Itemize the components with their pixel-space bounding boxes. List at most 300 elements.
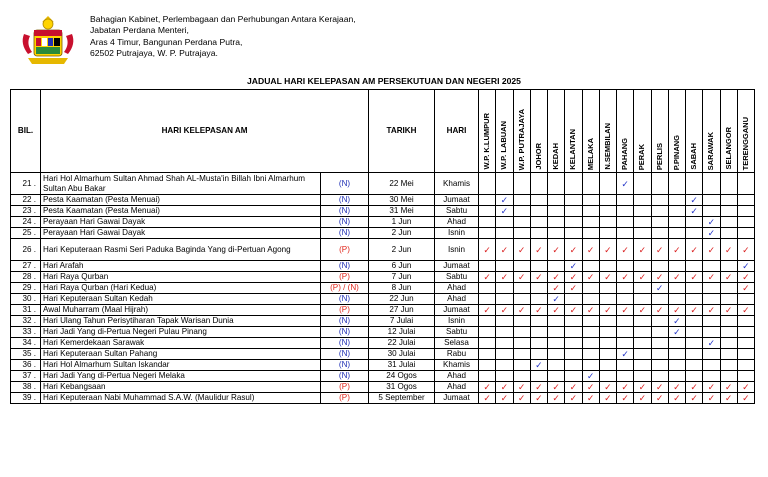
state-cell	[737, 360, 754, 371]
row-number: 27 .	[11, 261, 41, 272]
state-cell	[634, 327, 651, 338]
state-cell	[651, 173, 668, 195]
check-mark-icon: ✓	[737, 261, 754, 272]
check-mark-icon: ✓	[599, 382, 616, 393]
state-cell	[582, 316, 599, 327]
holiday-name: Hari Raya Qurban (Hari Kedua)	[41, 283, 321, 294]
state-cell	[703, 371, 720, 382]
check-mark-icon: ✓	[668, 327, 685, 338]
state-cell	[651, 294, 668, 305]
check-mark-icon: ✓	[617, 349, 634, 360]
state-cell	[565, 338, 582, 349]
table-row	[11, 305, 755, 316]
holiday-table	[10, 89, 755, 404]
table-row	[11, 239, 755, 261]
check-mark-icon: ✓	[530, 382, 547, 393]
check-mark-icon: ✓	[582, 239, 599, 261]
state-cell	[617, 206, 634, 217]
state-cell	[582, 217, 599, 228]
holiday-name: Hari Raya Qurban	[41, 272, 321, 283]
row-number: 36 .	[11, 360, 41, 371]
holiday-name: Hari Hol Almarhum Sultan Ahmad Shah AL-Musta'in Billah Ibni Almarhum Sultan Abu Bakar	[41, 173, 321, 195]
state-cell	[530, 217, 547, 228]
state-header: N.SEMBILAN	[599, 90, 616, 173]
check-mark-icon: ✓	[565, 382, 582, 393]
state-cell	[737, 173, 754, 195]
state-cell	[686, 360, 703, 371]
state-cell	[651, 360, 668, 371]
state-cell	[513, 371, 530, 382]
holiday-type-tag: (N)	[321, 327, 369, 338]
state-cell	[530, 294, 547, 305]
holiday-name: Perayaan Hari Gawai Dayak	[41, 228, 321, 239]
check-mark-icon: ✓	[703, 239, 720, 261]
check-mark-icon: ✓	[565, 305, 582, 316]
state-cell	[651, 195, 668, 206]
state-cell	[686, 261, 703, 272]
check-mark-icon: ✓	[617, 305, 634, 316]
table-row	[11, 393, 755, 404]
holiday-date: 31 Julai	[369, 360, 435, 371]
state-cell	[634, 349, 651, 360]
check-mark-icon: ✓	[737, 239, 754, 261]
check-mark-icon: ✓	[565, 272, 582, 283]
state-cell	[582, 327, 599, 338]
state-cell	[599, 195, 616, 206]
check-mark-icon: ✓	[634, 382, 651, 393]
state-cell	[686, 349, 703, 360]
check-mark-icon: ✓	[634, 272, 651, 283]
state-cell	[565, 360, 582, 371]
state-header: W.P. PUTRAJAYA	[513, 90, 530, 173]
check-mark-icon: ✓	[513, 393, 530, 404]
state-cell	[737, 327, 754, 338]
document-title: JADUAL HARI KELEPASAN AM PERSEKUTUAN DAN NEGERI 2025	[247, 76, 521, 86]
state-cell	[479, 173, 496, 195]
state-cell	[513, 338, 530, 349]
holiday-date: 5 September	[369, 393, 435, 404]
state-cell	[565, 228, 582, 239]
check-mark-icon: ✓	[720, 272, 737, 283]
state-cell	[599, 316, 616, 327]
state-cell	[513, 261, 530, 272]
state-cell	[617, 195, 634, 206]
check-mark-icon: ✓	[479, 382, 496, 393]
holiday-day: Ahad	[435, 371, 479, 382]
row-number: 28 .	[11, 272, 41, 283]
state-cell	[599, 283, 616, 294]
state-cell	[548, 316, 565, 327]
table-row	[11, 173, 755, 195]
holiday-name: Hari Jadi Yang di-Pertua Negeri Melaka	[41, 371, 321, 382]
check-mark-icon: ✓	[720, 393, 737, 404]
check-mark-icon: ✓	[548, 283, 565, 294]
holiday-day: Ahad	[435, 294, 479, 305]
check-mark-icon: ✓	[668, 316, 685, 327]
check-mark-icon: ✓	[703, 228, 720, 239]
holiday-type-tag: (P)	[321, 393, 369, 404]
check-mark-icon: ✓	[737, 272, 754, 283]
state-cell	[720, 206, 737, 217]
column-header-bil: BIL.	[11, 90, 41, 173]
state-cell	[479, 261, 496, 272]
check-mark-icon: ✓	[703, 217, 720, 228]
state-cell	[496, 283, 513, 294]
check-mark-icon: ✓	[651, 393, 668, 404]
table-body	[11, 173, 755, 404]
table-row	[11, 316, 755, 327]
check-mark-icon: ✓	[599, 393, 616, 404]
state-cell	[720, 327, 737, 338]
state-cell	[479, 327, 496, 338]
state-cell	[582, 261, 599, 272]
state-cell	[617, 217, 634, 228]
row-number: 38 .	[11, 382, 41, 393]
state-cell	[530, 261, 547, 272]
holiday-name: Hari Keputeraan Sultan Pahang	[41, 349, 321, 360]
state-cell	[582, 283, 599, 294]
check-mark-icon: ✓	[703, 382, 720, 393]
holiday-date: 22 Jun	[369, 294, 435, 305]
state-cell	[565, 349, 582, 360]
state-cell	[582, 338, 599, 349]
check-mark-icon: ✓	[530, 393, 547, 404]
state-cell	[530, 349, 547, 360]
state-cell	[582, 206, 599, 217]
check-mark-icon: ✓	[737, 283, 754, 294]
check-mark-icon: ✓	[737, 382, 754, 393]
check-mark-icon: ✓	[651, 272, 668, 283]
table-row	[11, 382, 755, 393]
state-cell	[479, 283, 496, 294]
holiday-type-tag: (N)	[321, 195, 369, 206]
holiday-name: Hari Kemerdekaan Sarawak	[41, 338, 321, 349]
holiday-type-tag: (N)	[321, 316, 369, 327]
state-cell	[599, 228, 616, 239]
holiday-day: Jumaat	[435, 261, 479, 272]
check-mark-icon: ✓	[703, 338, 720, 349]
holiday-type-tag: (N)	[321, 261, 369, 272]
check-mark-icon: ✓	[513, 239, 530, 261]
state-cell	[737, 349, 754, 360]
holiday-day: Khamis	[435, 360, 479, 371]
holiday-type-tag: (P)	[321, 239, 369, 261]
state-header: SELANGOR	[720, 90, 737, 173]
check-mark-icon: ✓	[668, 272, 685, 283]
check-mark-icon: ✓	[599, 305, 616, 316]
state-cell	[513, 228, 530, 239]
state-cell	[720, 371, 737, 382]
check-mark-icon: ✓	[479, 272, 496, 283]
state-cell	[634, 195, 651, 206]
state-header: SARAWAK	[703, 90, 720, 173]
check-mark-icon: ✓	[720, 239, 737, 261]
holiday-date: 2 Jun	[369, 239, 435, 261]
state-cell	[513, 206, 530, 217]
row-number: 34 .	[11, 338, 41, 349]
state-cell	[720, 294, 737, 305]
check-mark-icon: ✓	[582, 371, 599, 382]
check-mark-icon: ✓	[513, 382, 530, 393]
check-mark-icon: ✓	[565, 239, 582, 261]
state-cell	[703, 327, 720, 338]
holiday-day: Khamis	[435, 173, 479, 195]
state-cell	[720, 338, 737, 349]
state-cell	[720, 360, 737, 371]
state-cell	[530, 283, 547, 294]
table-row	[11, 195, 755, 206]
holiday-date: 7 Jun	[369, 272, 435, 283]
state-cell	[565, 206, 582, 217]
check-mark-icon: ✓	[599, 272, 616, 283]
holiday-date: 22 Mei	[369, 173, 435, 195]
check-mark-icon: ✓	[617, 393, 634, 404]
state-cell	[479, 195, 496, 206]
state-cell	[737, 206, 754, 217]
state-cell	[617, 327, 634, 338]
holiday-date: 31 Ogos	[369, 382, 435, 393]
check-mark-icon: ✓	[496, 305, 513, 316]
holiday-name: Hari Keputeraan Rasmi Seri Paduka Baginda Yang di-Pertuan Agong	[41, 239, 321, 261]
state-cell	[651, 338, 668, 349]
state-cell	[686, 217, 703, 228]
check-mark-icon: ✓	[703, 305, 720, 316]
state-cell	[565, 173, 582, 195]
state-cell	[479, 294, 496, 305]
state-cell	[548, 195, 565, 206]
check-mark-icon: ✓	[686, 206, 703, 217]
holiday-type-tag: (N)	[321, 349, 369, 360]
state-cell	[703, 294, 720, 305]
holiday-type-tag: (P)	[321, 382, 369, 393]
state-cell	[703, 206, 720, 217]
state-cell	[668, 294, 685, 305]
state-cell	[530, 327, 547, 338]
state-cell	[703, 195, 720, 206]
state-cell	[582, 360, 599, 371]
table-row	[11, 228, 755, 239]
state-header: SABAH	[686, 90, 703, 173]
holiday-date: 2 Jun	[369, 228, 435, 239]
holiday-type-tag: (N)	[321, 206, 369, 217]
state-cell	[599, 294, 616, 305]
holiday-type-tag: (N)	[321, 294, 369, 305]
state-cell	[668, 338, 685, 349]
holiday-name: Hari Ulang Tahun Perisytiharan Tapak Warisan Dunia	[41, 316, 321, 327]
state-cell	[530, 195, 547, 206]
holiday-day: Isnin	[435, 228, 479, 239]
state-header: PERLIS	[651, 90, 668, 173]
check-mark-icon: ✓	[565, 283, 582, 294]
holiday-day: Isnin	[435, 239, 479, 261]
check-mark-icon: ✓	[582, 393, 599, 404]
check-mark-icon: ✓	[617, 173, 634, 195]
holiday-date: 31 Mei	[369, 206, 435, 217]
state-cell	[720, 316, 737, 327]
state-cell	[668, 349, 685, 360]
state-cell	[496, 261, 513, 272]
check-mark-icon: ✓	[651, 283, 668, 294]
state-cell	[668, 206, 685, 217]
holiday-date: 24 Ogos	[369, 371, 435, 382]
state-cell	[686, 173, 703, 195]
state-cell	[720, 261, 737, 272]
table-row	[11, 261, 755, 272]
state-cell	[634, 228, 651, 239]
state-cell	[530, 228, 547, 239]
row-number: 31 .	[11, 305, 41, 316]
state-cell	[565, 217, 582, 228]
row-number: 35 .	[11, 349, 41, 360]
state-cell	[565, 316, 582, 327]
state-cell	[634, 316, 651, 327]
state-cell	[686, 294, 703, 305]
check-mark-icon: ✓	[479, 239, 496, 261]
holiday-day: Jumaat	[435, 305, 479, 316]
holiday-date: 8 Jun	[369, 283, 435, 294]
row-number: 33 .	[11, 327, 41, 338]
holiday-name: Hari Hol Almarhum Sultan Iskandar	[41, 360, 321, 371]
state-cell	[634, 360, 651, 371]
holiday-type-tag: (N)	[321, 338, 369, 349]
state-cell	[720, 228, 737, 239]
state-cell	[686, 371, 703, 382]
state-cell	[530, 371, 547, 382]
holiday-name: Perayaan Hari Gawai Dayak	[41, 217, 321, 228]
state-cell	[548, 173, 565, 195]
check-mark-icon: ✓	[496, 239, 513, 261]
row-number: 32 .	[11, 316, 41, 327]
state-cell	[548, 327, 565, 338]
check-mark-icon: ✓	[634, 239, 651, 261]
state-cell	[582, 195, 599, 206]
check-mark-icon: ✓	[530, 305, 547, 316]
state-cell	[582, 173, 599, 195]
holiday-date: 6 Jun	[369, 261, 435, 272]
state-cell	[565, 371, 582, 382]
state-cell	[651, 261, 668, 272]
state-header: JOHOR	[530, 90, 547, 173]
state-cell	[548, 371, 565, 382]
state-cell	[548, 349, 565, 360]
state-cell	[668, 173, 685, 195]
state-cell	[668, 228, 685, 239]
state-cell	[548, 217, 565, 228]
state-cell	[668, 261, 685, 272]
state-cell	[479, 217, 496, 228]
state-cell	[634, 206, 651, 217]
state-cell	[496, 294, 513, 305]
check-mark-icon: ✓	[530, 239, 547, 261]
state-cell	[651, 349, 668, 360]
check-mark-icon: ✓	[548, 294, 565, 305]
state-cell	[513, 349, 530, 360]
state-cell	[634, 217, 651, 228]
state-cell	[530, 338, 547, 349]
state-cell	[599, 261, 616, 272]
state-cell	[479, 360, 496, 371]
state-cell	[703, 261, 720, 272]
state-cell	[703, 173, 720, 195]
holiday-day: Jumaat	[435, 393, 479, 404]
holiday-day: Ahad	[435, 217, 479, 228]
state-cell	[496, 327, 513, 338]
holiday-day: Jumaat	[435, 195, 479, 206]
state-cell	[513, 195, 530, 206]
state-cell	[530, 316, 547, 327]
state-cell	[599, 173, 616, 195]
state-cell	[737, 371, 754, 382]
state-header: PERAK	[634, 90, 651, 173]
state-cell	[617, 316, 634, 327]
state-cell	[720, 283, 737, 294]
check-mark-icon: ✓	[686, 393, 703, 404]
check-mark-icon: ✓	[686, 305, 703, 316]
state-cell	[737, 195, 754, 206]
state-cell	[513, 217, 530, 228]
table-row	[11, 360, 755, 371]
holiday-name: Pesta Kaamatan (Pesta Menuai)	[41, 195, 321, 206]
state-cell	[617, 371, 634, 382]
row-number: 26 .	[11, 239, 41, 261]
check-mark-icon: ✓	[565, 261, 582, 272]
check-mark-icon: ✓	[686, 239, 703, 261]
state-cell	[720, 349, 737, 360]
state-cell	[617, 294, 634, 305]
table-row	[11, 294, 755, 305]
holiday-date: 30 Julai	[369, 349, 435, 360]
check-mark-icon: ✓	[703, 272, 720, 283]
table-row	[11, 283, 755, 294]
check-mark-icon: ✓	[496, 382, 513, 393]
state-cell	[599, 360, 616, 371]
check-mark-icon: ✓	[651, 305, 668, 316]
holiday-type-tag: (N)	[321, 217, 369, 228]
state-cell	[565, 327, 582, 338]
state-cell	[496, 371, 513, 382]
state-cell	[737, 217, 754, 228]
holiday-day: Selasa	[435, 338, 479, 349]
state-cell	[548, 338, 565, 349]
state-cell	[737, 228, 754, 239]
holiday-day: Rabu	[435, 349, 479, 360]
check-mark-icon: ✓	[686, 382, 703, 393]
state-cell	[668, 283, 685, 294]
check-mark-icon: ✓	[668, 393, 685, 404]
state-cell	[548, 206, 565, 217]
check-mark-icon: ✓	[496, 272, 513, 283]
state-cell	[565, 195, 582, 206]
check-mark-icon: ✓	[720, 305, 737, 316]
check-mark-icon: ✓	[599, 239, 616, 261]
row-number: 30 .	[11, 294, 41, 305]
state-cell	[720, 195, 737, 206]
holiday-type-tag: (P)	[321, 272, 369, 283]
state-header: MELAKA	[582, 90, 599, 173]
table-row	[11, 327, 755, 338]
state-cell	[703, 316, 720, 327]
state-cell	[513, 294, 530, 305]
holiday-date: 30 Mei	[369, 195, 435, 206]
table-header-row	[11, 90, 755, 173]
state-cell	[530, 173, 547, 195]
state-cell	[668, 217, 685, 228]
holiday-name: Hari Arafah	[41, 261, 321, 272]
row-number: 24 .	[11, 217, 41, 228]
state-cell	[496, 349, 513, 360]
state-cell	[548, 261, 565, 272]
holiday-type-tag: (P)	[321, 305, 369, 316]
